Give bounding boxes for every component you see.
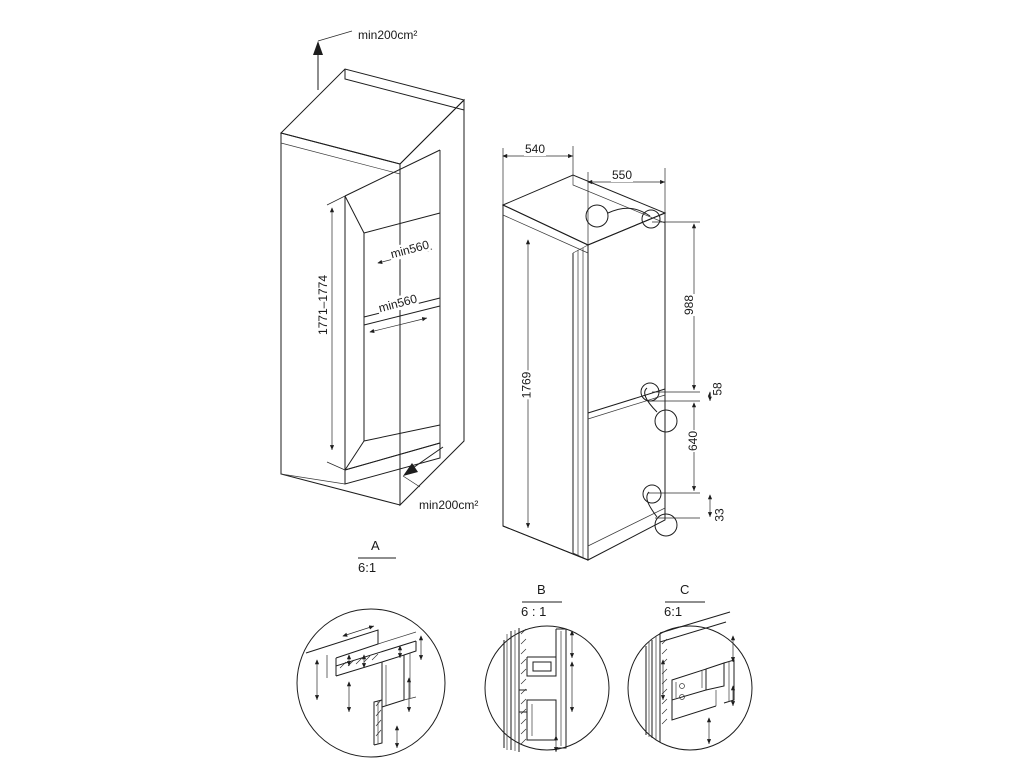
detail-c — [628, 602, 752, 750]
niche-depth-upper-text: min560 — [388, 237, 431, 262]
niche-cabinet-view — [281, 31, 464, 505]
appliance-540-text: 540 — [525, 142, 546, 156]
detail-b — [485, 602, 609, 752]
detail-a — [297, 558, 445, 757]
niche-vent-bottom-text: min200cm² — [419, 498, 479, 512]
detail-b-title-text: B — [537, 582, 546, 597]
appliance-33-text: 33 — [712, 508, 727, 522]
detail-b-scale-text: 6 : 1 — [521, 604, 547, 619]
niche-height-text: 1771–1774 — [316, 274, 331, 336]
detail-c-scale-text: 6:1 — [664, 604, 683, 619]
detail-c-title-text: C — [680, 582, 690, 597]
niche-depth-lower-text: min560 — [376, 291, 419, 316]
appliance-550-text: 550 — [612, 168, 633, 182]
detail-a-scale-text: 6:1 — [358, 560, 377, 575]
appliance-58-text: 58 — [710, 382, 725, 396]
appliance-640-text: 640 — [686, 430, 701, 452]
appliance-front-view — [503, 146, 710, 560]
niche-vent-top-text: min200cm² — [358, 28, 418, 42]
detail-a-title-text: A — [371, 538, 380, 553]
appliance-1769-text: 1769 — [519, 371, 534, 399]
appliance-988-text: 988 — [682, 294, 697, 316]
